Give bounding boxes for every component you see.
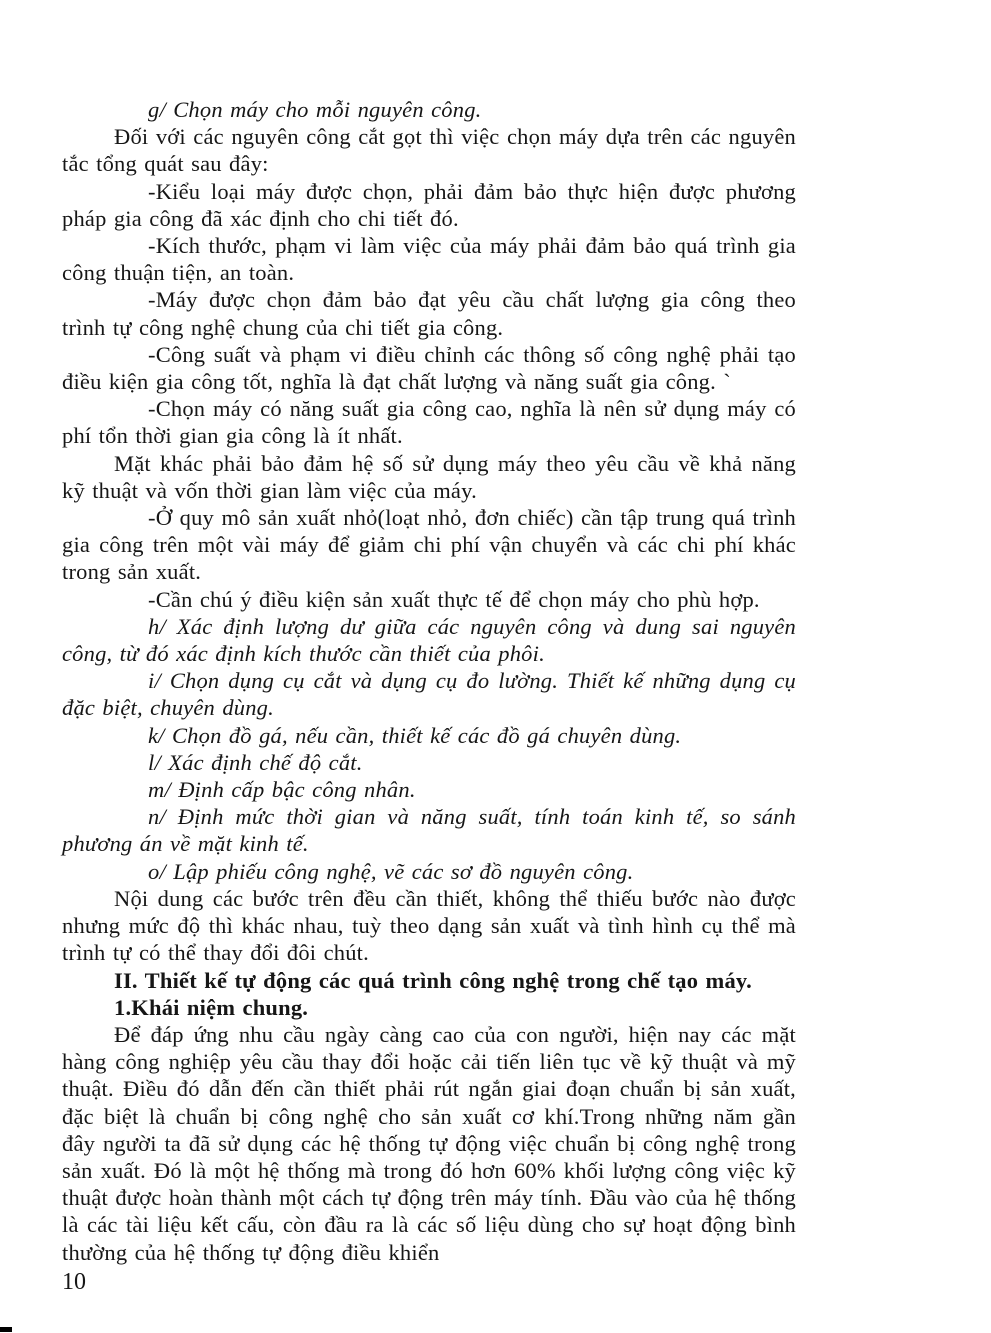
paragraph: Đối với các nguyên công cắt gọt thì việc chọn máy dựa trên các nguyên tắc tổng quát sau đây:	[62, 124, 796, 177]
paragraph: g/ Chọn máy cho mỗi nguyên công.	[148, 97, 482, 122]
paragraph: i/ Chọn dụng cụ cắt và dụng cụ đo lường. Thiết kế những dụng cụ đặc biệt, chuyên dùng.	[62, 668, 796, 721]
paragraph: m/ Định cấp bậc công nhân.	[148, 777, 416, 803]
paragraph: -Máy được chọn đảm bảo đạt yêu cầu chất lượng gia công theo trình tự công nghệ chung của chi tiết gia công.	[62, 287, 796, 340]
paragraph: -Chọn máy có năng suất gia công cao, nghĩa là nên sử dụng máy có phí tổn thời gian gia công là ít nhất.	[62, 396, 796, 449]
paragraph: -Cần chú ý điều kiện sản xuất thực tế để chọn máy cho phù hợp.	[148, 586, 760, 612]
paragraph: l/ Xác định chế độ cắt.	[148, 749, 363, 775]
paragraph: -Kích thước, phạm vi làm việc của máy phải đảm bảo quá trình gia công thuận tiện, an toàn.	[62, 233, 796, 286]
paragraph: Để đáp ứng nhu cầu ngày càng cao của con người, hiện nay các mặt hàng công nghiệp yêu cầu thay đổi hoặc cải tiến liên tục về kỹ thuật và mỹ thuật. Điều đó dẫn đến cần thiết phải rút ngắn giai đoạn chuẩn bị sản xuất, đặc biệt là chuẩn bị công nghệ cho sản xuất cơ khí.Trong những năm gần đây người ta đã sử dụng các hệ thống tự động việc chuẩn bị công nghệ trong sản xuất. Đó là một hệ thống mà trong đó hơn 60% khối lượng công việc kỹ thuật được hoàn thành một cách tự động trên máy tính. Đầu vào của hệ thống là các tài liệu kết cấu, còn đầu ra là các số liệu dùng cho sự hoạt động bình thường của hệ thống tự động điều khiển	[62, 1021, 796, 1265]
page-text-column	[62, 96, 796, 1266]
scan-artifact-mark	[0, 1327, 12, 1332]
paragraph: II. Thiết kế tự động các quá trình công nghệ trong chế tạo máy.	[114, 967, 752, 993]
paragraph: -Công suất và phạm vi điều chỉnh các thông số công nghệ phải tạo điều kiện gia công tốt, nghĩa là đạt chất lượng và năng suất gia công. `	[62, 341, 796, 395]
paragraph: -Kiểu loại máy được chọn, phải đảm bảo thực hiện được phương pháp gia công đã xác định cho chi tiết đó.	[62, 178, 796, 231]
page-number: 10	[62, 1269, 86, 1295]
paragraph: -Ở quy mô sản xuất nhỏ(loạt nhỏ, đơn chiếc) cần tập trung quá trình gia công trên một vài máy để giảm chi phí vận chuyển và các chi phí khác trong sản xuất.	[62, 505, 796, 585]
paragraph: Mặt khác phải bảo đảm hệ số sử dụng máy theo yêu cầu về khả năng kỹ thuật và vốn thời gian làm việc của máy.	[62, 450, 796, 503]
paragraph: n/ Định mức thời gian và năng suất, tính toán kinh tế, so sánh phương án về mặt kinh tế.	[62, 804, 796, 857]
paragraph: Nội dung các bước trên đều cần thiết, không thể thiếu bước nào được nhưng mức độ thì khác nhau, tuỳ theo dạng sản xuất và tình hình cụ thể mà trình tự có thể thay đổi đôi chút.	[62, 885, 796, 966]
paragraph: 1.Khái niệm chung.	[114, 994, 309, 1020]
paragraph: k/ Chọn đồ gá, nếu cần, thiết kế các đồ gá chuyên dùng.	[148, 722, 682, 748]
paragraph: o/ Lập phiếu công nghệ, vẽ các sơ đồ nguyên công.	[148, 858, 634, 884]
paragraph: h/ Xác định lượng dư giữa các nguyên công và dung sai nguyên công, từ đó xác định kích thước cần thiết của phôi.	[62, 613, 796, 667]
